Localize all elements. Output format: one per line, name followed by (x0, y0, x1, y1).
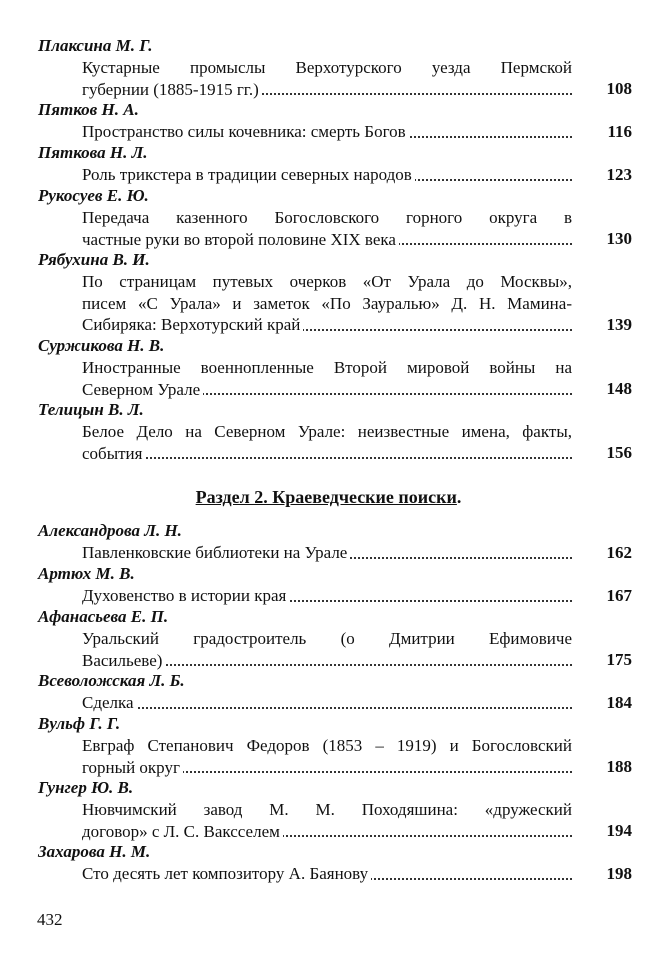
toc-title-text: Сто десять лет композитору А. Баянову (82, 864, 371, 883)
toc-title (82, 863, 572, 885)
toc-page-ref: 194 (606, 821, 632, 840)
toc-title-text: Павленковские библиотеки на Урале (82, 543, 350, 562)
toc-author: Всеволожская Л. Б. (38, 671, 185, 690)
toc-author: Пяткова Н. Л. (38, 143, 148, 162)
toc-page-ref: 148 (606, 379, 632, 398)
toc-title-text: события (82, 444, 145, 463)
toc-title (82, 207, 572, 250)
toc-title-line: писем «С Урала» и заметок «По Зауралью» Д. Н. Мамина- (82, 293, 572, 313)
toc-author: Афанасьева Е. П. (38, 607, 169, 626)
toc-title-line (82, 79, 572, 101)
toc-title (82, 271, 572, 336)
toc-title-text: Васильеве) (82, 651, 165, 670)
toc-title-line (82, 121, 572, 143)
toc-title-text: частные руки во второй половине XIX века (82, 230, 399, 249)
toc-title (82, 692, 572, 714)
toc-author: Суржикова Н. В. (38, 336, 165, 355)
toc-page-ref: 162 (606, 543, 632, 562)
toc-page-ref: 108 (606, 79, 632, 98)
toc-title-line: Передача казенного Богословского горного округа в (82, 208, 572, 227)
toc-title-text: Духовенство в истории края (82, 586, 289, 605)
toc-title-text: Сибиряка: Верхотурский край (82, 315, 303, 334)
toc-title-line: Нювчимский завод М. М. Походяшина: «дружеский (82, 800, 572, 819)
toc-title (82, 164, 572, 186)
toc-title-text: губернии (1885-1915 гг.) (82, 80, 262, 99)
toc-page-ref: 198 (606, 864, 632, 883)
toc-title-text: Северном Урале (82, 380, 203, 399)
toc-title-line (82, 229, 572, 251)
toc-title-line (82, 692, 572, 714)
toc-title-text: Сделка (82, 693, 137, 712)
toc-title-line (82, 443, 572, 465)
toc-title (82, 542, 572, 564)
toc-author: Телицын В. Л. (38, 400, 144, 419)
toc-title (82, 357, 572, 400)
toc-author: Рукосуев Е. Ю. (38, 186, 149, 205)
toc-page-ref: 123 (606, 165, 632, 184)
toc-page-ref: 116 (607, 122, 632, 141)
toc-title-line: Кустарные промыслы Верхотурского уезда Пермской (82, 58, 572, 77)
section-heading (0, 486, 657, 508)
toc-page-ref: 167 (606, 586, 632, 605)
toc-page-ref: 130 (606, 229, 632, 248)
toc-author: Гунгер Ю. В. (38, 778, 134, 797)
toc-title (82, 121, 572, 143)
toc-title-text: горный округ (82, 758, 183, 777)
toc-title-text: Роль трикстера в традиции северных народов (82, 165, 415, 184)
toc-page-ref: 139 (606, 315, 632, 334)
toc-title-line (82, 164, 572, 186)
toc-page-ref: 188 (606, 757, 632, 776)
toc-title-line (82, 821, 572, 843)
toc-title-line (82, 863, 572, 885)
toc-title-line (82, 585, 572, 607)
toc-page-ref: 184 (606, 693, 632, 712)
toc-title-line (82, 314, 572, 336)
toc-author: Александрова Л. Н. (38, 521, 182, 540)
toc-title (82, 735, 572, 778)
section-heading-text: Раздел 2. Краеведческие поиски (195, 487, 457, 507)
page-number: 432 (37, 910, 63, 929)
toc-title-line (82, 650, 572, 672)
toc-title-line (82, 757, 572, 779)
toc-title-line: Белое Дело на Северном Урале: неизвестные имена, факты, (82, 422, 572, 441)
toc-title-line: Иностранные военнопленные Второй мировой войны на (82, 358, 572, 377)
toc-author: Захарова Н. М. (38, 842, 151, 861)
toc-title (82, 57, 572, 100)
toc-page-ref: 156 (606, 443, 632, 462)
toc-title-line: Евграф Степанович Федоров (1853 – 1919) и Богословский (82, 736, 572, 755)
toc-title-text: договор» с Л. С. Ваксселем (82, 822, 283, 841)
toc-title (82, 421, 572, 464)
toc-author: Вульф Г. Г. (38, 714, 121, 733)
toc-title-text: Пространство силы кочевника: смерть Богов (82, 122, 409, 141)
toc-title (82, 799, 572, 842)
toc-author: Рябухина В. И. (38, 250, 150, 269)
toc-title (82, 628, 572, 671)
toc-title (82, 585, 572, 607)
toc-title-line (82, 542, 572, 564)
toc-author: Пятков Н. А. (38, 100, 139, 119)
toc-page-ref: 175 (606, 650, 632, 669)
toc-title-line (82, 379, 572, 401)
toc-author: Плаксина М. Г. (38, 36, 153, 55)
toc-title-line: Уральский градостроитель (о Дмитрии Ефимовиче (82, 629, 572, 648)
toc-author: Артюх М. В. (38, 564, 135, 583)
section-heading-dot: . (456, 487, 462, 507)
toc-title-line: По страницам путевых очерков «От Урала до Москвы», (82, 272, 572, 291)
